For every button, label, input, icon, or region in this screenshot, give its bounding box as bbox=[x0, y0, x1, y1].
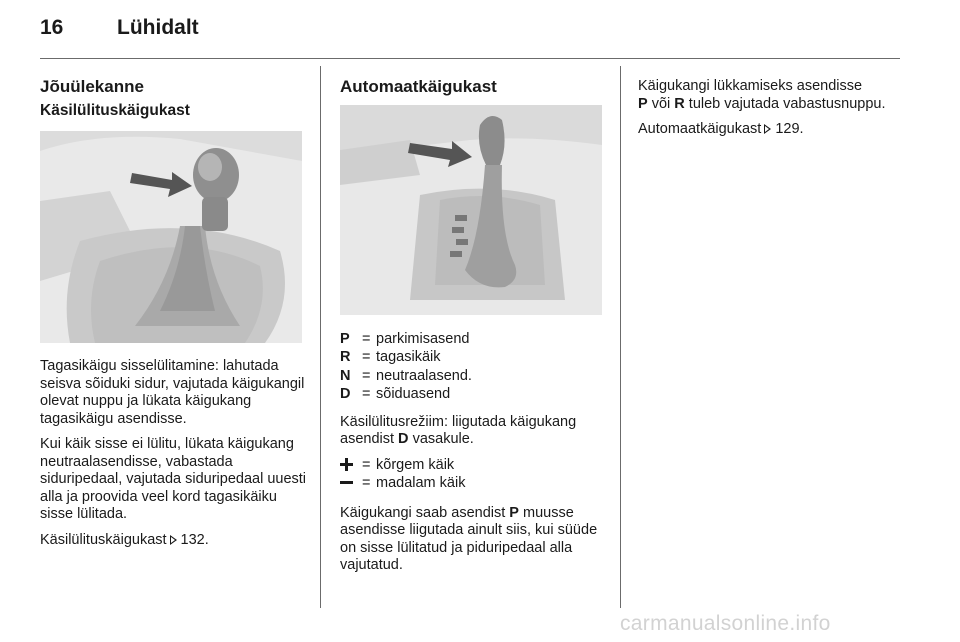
gear-position-legend bbox=[340, 331, 608, 404]
release-text-mid: või bbox=[651, 95, 671, 112]
legend-eq: = bbox=[362, 367, 371, 384]
column-divider-1 bbox=[320, 66, 321, 608]
manual-mode-text-end: vasakule. bbox=[412, 431, 474, 447]
reference-text: Automaatkäigukast bbox=[638, 121, 762, 137]
reference-page: 132. bbox=[180, 531, 209, 548]
release-key-r: R bbox=[674, 95, 685, 112]
release-text-end: tuleb vajutada vabastusnuppu. bbox=[688, 95, 886, 112]
manual-mode-text: Käsilülitusrežiim: liigutada käigukang asendist bbox=[340, 413, 577, 447]
shift-legend bbox=[340, 457, 608, 493]
legend-desc-minus: madalam käik bbox=[376, 475, 466, 491]
header-rule bbox=[40, 58, 900, 59]
legend-key-d: D bbox=[340, 386, 351, 402]
reverse-gear-fallback-instructions: Kui käik sisse ei lülitu, lükata käigukang neutraalasendisse, vabastada siduripedaal, vajutada siduripedaal uuesti alla ja proovida veel kord tagasikäiku sisse lülitada. bbox=[40, 436, 307, 522]
legend-desc-plus: kõrgem käik bbox=[376, 456, 455, 473]
section-title-transmission: Jõuülekanne bbox=[40, 77, 144, 96]
release-key-p: P bbox=[638, 95, 648, 112]
legend-eq: = bbox=[362, 330, 371, 347]
plus-icon bbox=[340, 457, 362, 475]
column-manual-transmission bbox=[40, 78, 308, 557]
legend-key-n: N bbox=[340, 367, 351, 384]
legend-key-r: R bbox=[340, 349, 351, 365]
page-number: 16 bbox=[40, 16, 64, 39]
reference-text: Käsilülituskäigukast bbox=[40, 531, 167, 548]
page-ref-icon bbox=[170, 535, 177, 545]
park-shift-text-end: muusse asendisse liigutada ainult siis, kui süüde on sisse lülitatud ja piduripedaal alla vajutatud. bbox=[340, 504, 598, 573]
legend-key-p: P bbox=[340, 330, 350, 347]
legend-eq: = bbox=[362, 456, 371, 473]
reference-page: 129. bbox=[775, 121, 804, 137]
manual-transmission-reference bbox=[40, 532, 308, 550]
reverse-gear-instructions: Tagasikäigu sisselülitamine: lahutada seisva sõiduki sidur, vajutada käigukangil olevat nuppu ja lükata käigukang tagasikäigu asendisse. bbox=[40, 358, 305, 427]
legend-desc-d: sõiduasend bbox=[376, 386, 451, 402]
header-title: Lühidalt bbox=[117, 16, 199, 39]
park-shift-text: Käigukangi saab asendist bbox=[340, 504, 506, 521]
subsection-title-manual: Käsilülituskäigukast bbox=[40, 101, 190, 119]
legend-desc-n: neutraalasend. bbox=[376, 367, 472, 384]
legend-desc-r: tagasikäik bbox=[376, 349, 441, 365]
park-shift-instruction bbox=[340, 505, 608, 575]
minus-icon bbox=[340, 475, 362, 493]
park-shift-key: P bbox=[509, 504, 519, 521]
release-text: Käigukangi lükkamiseks asendisse bbox=[638, 78, 863, 94]
automatic-transmission-reference bbox=[638, 121, 900, 139]
legend-eq: = bbox=[362, 349, 371, 365]
legend-eq: = bbox=[362, 386, 371, 402]
manual-mode-key: D bbox=[398, 431, 409, 447]
watermark: carmanualsonline.info bbox=[620, 612, 831, 635]
column-automatic-transmission bbox=[340, 78, 608, 583]
legend-eq: = bbox=[362, 475, 371, 491]
page-ref-icon bbox=[764, 124, 771, 134]
automatic-gear-lever-illustration bbox=[340, 105, 602, 315]
column-divider-2 bbox=[620, 66, 621, 608]
section-title-automatic: Automaatkäigukast bbox=[340, 77, 497, 96]
legend-desc-p: parkimisasend bbox=[376, 330, 470, 347]
column-release-button bbox=[638, 78, 900, 147]
manual-mode-instruction bbox=[340, 414, 608, 449]
manual-gear-lever-illustration bbox=[40, 131, 302, 343]
release-button-instruction bbox=[638, 78, 900, 113]
